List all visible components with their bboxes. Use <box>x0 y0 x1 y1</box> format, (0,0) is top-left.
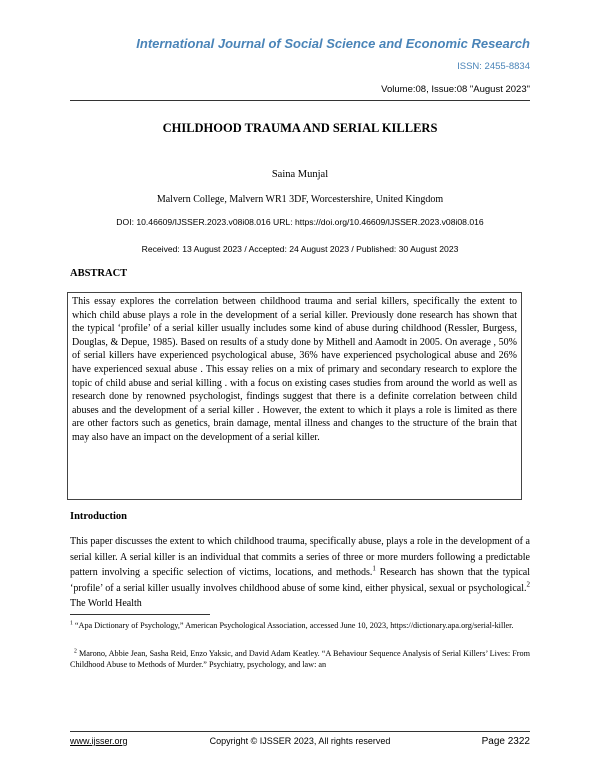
page-number: Page 2322 <box>481 736 530 747</box>
issn: ISSN: 2455-8834 <box>457 61 530 72</box>
doi-line: DOI: 10.46609/IJSSER.2023.v08i08.016 URL: https://doi.org/10.46609/IJSSER.2023.v08i08.016 <box>116 217 484 227</box>
header-divider <box>70 100 530 101</box>
intro-text-2: Research has shown that the typical ‘profile’ of a serial killer usually involves childhood abuse of some kind, either physical, sexual or psychological. <box>70 567 531 594</box>
footnote-1-number: 1 <box>70 620 73 627</box>
footnote-divider <box>70 614 210 615</box>
abstract-text: This essay explores the correlation between childhood trauma and serial killers, specifically the extent to which child abuse plays a role in the development of a serial killer. Previously done research has shown that the typical ‘profile’ of a serial killer usually includes some kind of abuse during childhood (Ressler, Burgess, Douglas, & Depue, 1985). Based on results of a study done by Mithell and Aamodt in 2005. On average , 50% of serial killers have experienced psychological abuse, 36% have experienced psychological abuse and 26% have experienced sexual abuse . This essay relies on a mix of primary and secondary research to explore the topic of child abuse and serial killing . with a focus on existing cases studies from around the world as well as research done by renowned psychologist, findings suggest that there is a definite correlation between child abuses and the development of a serial killer . However, the extent to which it plays a role is limited as there are other factors such as genetics, brain damage, mental illness and changes to the structure of the brain that may also have an impact on the development of a serial killer. <box>72 296 517 443</box>
footnote-1 <box>70 620 530 631</box>
volume-issue: Volume:08, Issue:08 "August 2023" <box>381 84 530 95</box>
intro-text-1: This paper discusses the extent to which childhood trauma, specifically abuse, plays a role in the development of a serial killer. A serial killer is an individual that commits a series of three or more murders following a predictable pattern involving a specific selection of victims, locations, and methods. <box>70 536 530 578</box>
abstract-box <box>67 292 522 500</box>
article-title: CHILDHOOD TRAUMA AND SERIAL KILLERS <box>162 121 438 135</box>
footer-copyright: Copyright © IJSSER 2023, All rights reserved <box>209 736 391 746</box>
footnote-ref-2[interactable]: 2 <box>526 580 530 589</box>
footer-website-link[interactable]: www.ijsser.org <box>70 736 128 746</box>
author-name: Saina Munjal <box>271 169 329 180</box>
footnote-2 <box>70 648 530 670</box>
introduction-heading: Introduction <box>70 511 127 522</box>
abstract-heading: ABSTRACT <box>70 268 128 279</box>
footer-divider <box>70 731 530 732</box>
footnote-1-text: “Apa Dictionary of Psychology,” American Psychological Association, accessed June 10, 2023, https://dictionary.apa.org/serial-killer. <box>72 621 514 630</box>
introduction-paragraph <box>70 534 530 612</box>
author-affiliation: Malvern College, Malvern WR1 3DF, Worcestershire, United Kingdom <box>156 194 444 205</box>
footnote-ref-1[interactable]: 1 <box>372 564 376 573</box>
footnote-2-text: Marono, Abbie Jean, Sasha Reid, Enzo Yaksic, and David Adam Keatley. “A Behaviour Sequence Analysis of Serial Killers’ Lives: From Childhood Abuse to Methods of Murder.” Psychiatry, psychology, and law: an <box>70 649 530 669</box>
journal-title: International Journal of Social Science and Economic Research <box>136 36 530 51</box>
footnote-2-number: 2 <box>74 648 77 655</box>
intro-text-3: The World Health <box>70 598 142 609</box>
publication-dates: Received: 13 August 2023 / Accepted: 24 August 2023 / Published: 30 August 2023 <box>141 244 459 254</box>
